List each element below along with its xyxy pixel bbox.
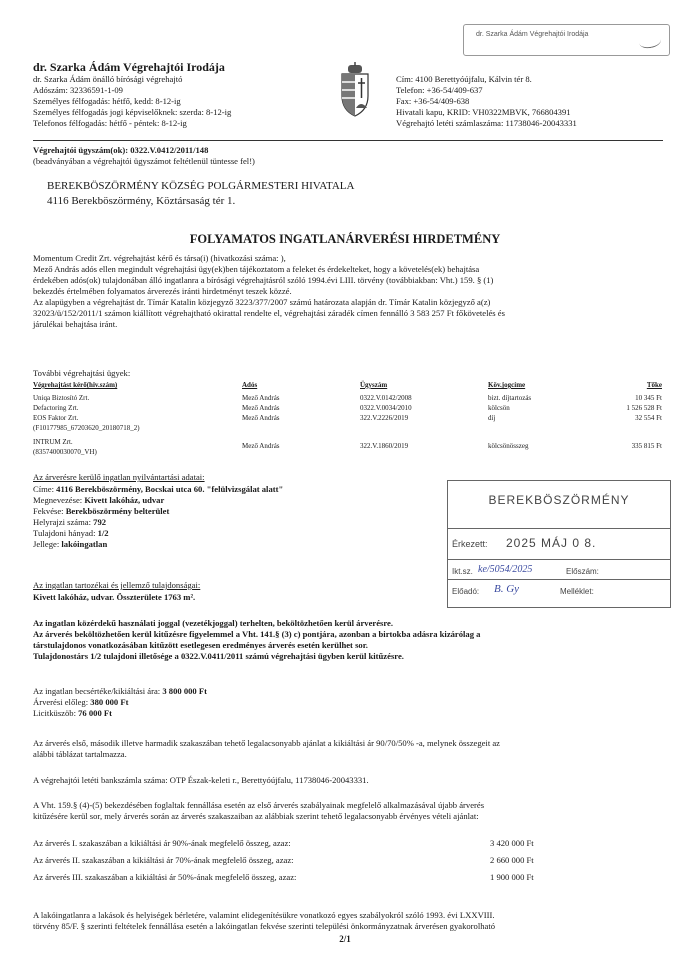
stamp-attach-label: Melléklet: <box>560 587 594 596</box>
top-office-stamp <box>463 24 670 56</box>
received-stamp <box>447 480 671 608</box>
stamp-prev-label: Előszám: <box>566 567 599 576</box>
office-title: dr. Szarka Ádám Végrehajtói Irodája <box>33 60 225 74</box>
stage-row <box>33 838 663 855</box>
vht-paragraph <box>33 800 484 822</box>
intro-line: Az alapügyben a végrehajtást dr. Tímár Katalin közjegyző 3223/377/2007 számú határozata alapján dr. Tímár Katalin közjegyző a(z) <box>33 297 491 307</box>
price-value: 76 000 Ft <box>78 708 113 718</box>
cell-debtor: Mező András <box>242 442 280 450</box>
cell-creditor: EOS Faktor Zrt. <box>33 414 79 422</box>
price-line <box>33 697 207 708</box>
min-offer-line: alábbi táblázat tartalmazza. <box>33 749 127 759</box>
cell-principal: 10 345 Ft <box>635 394 662 402</box>
stamp-received-label: Érkezett: <box>452 539 488 549</box>
stage-label: Az árverés III. szakaszában a kikiáltási ár 50%-ának megfelelő összeg, azaz: <box>33 872 297 882</box>
stage-label: Az árverés II. szakaszában a kikiáltási ár 70%-ának megfelelő összeg, azaz: <box>33 855 294 865</box>
property-line <box>33 495 283 506</box>
intro-line: járulékai behajtása iránt. <box>33 319 118 329</box>
cell-debtor: Mező András <box>242 394 280 402</box>
case-number: Végrehajtói ügyszám(ok): 0322.V.0412/2011/148 <box>33 145 209 155</box>
min-offer-paragraph <box>33 738 500 760</box>
cell-principal: 32 554 Ft <box>635 414 662 422</box>
case-note: (beadványában a végrehajtói ügyszámot feltétlenül tüntesse fel!) <box>33 156 255 166</box>
document-title: FOLYAMATOS INGATLANÁRVERÉSI HIRDETMÉNY <box>189 232 501 246</box>
vht-line: A Vht. 159.§ (4)-(5) bekezdésében foglaltak fennállása esetén az első árverés szabályainak megfelelő alkalmazásával újabb árverés <box>33 800 485 810</box>
condition-line: Tulajdonostárs 1/2 tulajdoni illetősége a 0322.V.0411/2011 számú végrehajtási ügyben kerül kitűzésre. <box>33 651 404 661</box>
price-label: Az ingatlan becsértéke/kikiáltási ára: <box>33 686 163 696</box>
condition-line: Az árverés beköltözhetően kerül kitűzésre figyelemmel a Vht. 141.§ (3) c) pontjára, azonban a birtokba adásra kizárólag a <box>33 629 481 639</box>
stamp-ikt-value: ke/5054/2025 <box>478 564 533 575</box>
header-right-line: Fax: +36-54/409-638 <box>396 96 470 106</box>
accessories-heading: Az ingatlan tartozékai és jellemző tulajdonságai: <box>33 580 201 590</box>
price-line <box>33 686 207 697</box>
conditions <box>33 618 480 662</box>
col-header-creditor: Végrehajtást kérő(hiv.szám) <box>33 381 118 389</box>
property-label: Fekvése: <box>33 506 66 516</box>
header-right-line: Hivatali kapu, KRID: VH0322MBVK, 766804391 <box>396 107 571 117</box>
intro-line: bekezdés értelmében folyamatos árverezés iránti hirdetményt teszek közzé. <box>33 286 292 296</box>
cell-principal: 335 815 Ft <box>631 442 662 450</box>
property-value: 4116 Berekböszörmény, Bocskai utca 60. "felülvizsgálat alatt" <box>56 484 284 494</box>
price-label: Licitküszöb: <box>33 708 79 718</box>
stamp-handler-label: Előadó: <box>452 587 480 596</box>
cell-debtor: Mező András <box>242 404 280 412</box>
coat-of-arms-emblem <box>337 62 373 118</box>
header-left-line: Személyes félfogadás jogi képviselőknek: szerda: 8-12-ig <box>33 107 232 117</box>
property-line <box>33 506 283 517</box>
property-value: 1/2 <box>97 528 109 538</box>
bank-account: A végrehajtói letéti bankszámla száma: OTP Észak-keleti r., Berettyóújfalu, 11738046-20043331. <box>33 775 369 785</box>
header-left-line: Telefonos félfogadás: hétfő - péntek: 8-12-ig <box>33 118 187 128</box>
header-right <box>396 74 577 129</box>
price-value: 3 800 000 Ft <box>162 686 207 696</box>
header-left-line: Adószám: 32336591-1-09 <box>33 85 123 95</box>
property-line <box>33 517 283 528</box>
footer-paragraph <box>33 910 495 932</box>
cell-creditor: Defactoring Zrt. <box>33 404 79 412</box>
cell-debtor: Mező András <box>242 414 280 422</box>
property-label: Megnevezése: <box>33 495 85 505</box>
prices <box>33 686 207 719</box>
header-right-line: Cím: 4100 Berettyóújfalu, Kálvin tér 8. <box>396 74 532 84</box>
stage-row <box>33 872 663 889</box>
header-right-line: Végrehajtó letéti számlaszáma: 11738046-20043331 <box>396 118 577 128</box>
cell-creditor: (8357400030070_VH) <box>33 448 97 456</box>
property-value: lakóingatlan <box>61 539 108 549</box>
property-details <box>33 484 283 550</box>
intro-line: Mező András adós ellen megindult végrehajtási ügy(ek)ben tájékoztatom a feleket és érdekelteket, hogy a követelés(ek) behajtása <box>33 264 480 274</box>
header-left <box>33 74 231 129</box>
col-header-case-number: Ügyszám <box>360 381 388 389</box>
cell-claim-type: kölcsönösszeg <box>488 442 529 450</box>
header-right-line: Telefon: +36-54/409-637 <box>396 85 483 95</box>
table-row <box>33 438 662 448</box>
col-header-principal: Tőke <box>646 381 662 389</box>
top-stamp-text: dr. Szarka Ádám Végrehajtói Irodája <box>476 31 589 38</box>
cell-claim-type: díj <box>488 414 496 422</box>
property-label: Helyrajzi száma: <box>33 517 94 527</box>
table-row <box>33 414 662 424</box>
price-value: 380 000 Ft <box>90 697 129 707</box>
accessories-text: Kivett lakóház, udvar. Összterülete 1763 m². <box>33 592 196 602</box>
min-offer-line: Az árverés első, második illetve harmadik szakaszában tehető legalacsonyabb ajánlat a kikiáltási ár 90/70/50% -a, melynek összegeit az <box>33 738 500 748</box>
intro-line: érdekében adós(ok) tulajdonában álló ingatlanra a bírósági végrehajtásról szóló 1994.évi LIII. törvény (továbbiakban: Vht.) 159. § (1) <box>33 275 494 285</box>
cell-principal: 1 526 528 Ft <box>626 404 662 412</box>
property-value: Kivett lakóház, udvar <box>84 495 165 505</box>
cell-case-number: 0322.V.0142/2008 <box>360 394 412 402</box>
stamp-divider <box>448 559 670 560</box>
cases-table-rows <box>33 394 662 458</box>
property-line <box>33 528 283 539</box>
stage-amount: 3 420 000 Ft <box>490 838 534 848</box>
cell-creditor: INTRUM Zrt. <box>33 438 73 446</box>
footer-line: törvény 85/F. § szerinti feltételek fennállása esetén a lakóingatlan fekvése szerinti települési önkormányzatnak árverésen gyakorolható <box>33 921 496 931</box>
price-label: Árverési előleg: <box>33 697 91 707</box>
stamp-handler-value: B. Gy <box>494 583 520 595</box>
header-left-line: Személyes félfogadás: hétfő, kedd: 8-12-ig <box>33 96 181 106</box>
col-header-debtor: Adós <box>242 381 258 389</box>
cell-claim-type: bizt. díjtartozás <box>488 394 532 402</box>
property-value: 792 <box>93 517 107 527</box>
table-row <box>33 424 662 438</box>
intro-paragraph <box>33 253 505 330</box>
footer-line: A lakóingatlanra a lakások és helyiségek bérletére, valamint elidegenítésükre vonatkozó egyes szabályokról szóló 1993. évi LXXVIII. <box>33 910 495 920</box>
cell-claim-type: kölcsön <box>488 404 510 412</box>
property-line <box>33 539 283 550</box>
page-number: 2/1 <box>339 934 351 944</box>
condition-line: társtulajdonos vonatkozásában kitűzött esetlegesen eredményes árverés esetén kerülhet sor. <box>33 640 368 650</box>
cell-creditor: Uniqa Biztosító Zrt. <box>33 394 90 402</box>
other-cases-label: További végrehajtási ügyek: <box>33 368 131 378</box>
stamp-received-date: 2025 MÁJ 0 8. <box>506 536 597 550</box>
property-label: Tulajdoni hányad: <box>33 528 98 538</box>
cell-case-number: 0322.V.0034/2010 <box>360 404 412 412</box>
stamp-divider <box>448 579 670 580</box>
stage-row <box>33 855 663 872</box>
intro-line: 32023/ü/152/2011/1 számon kiállított végrehajtható okirattal rendelte el, végrehajtási záradék címen fennálló 3 583 257 Ft főkövetelés és <box>33 308 505 318</box>
cell-creditor: (F10177985_67203620_20180718_2) <box>33 424 140 432</box>
property-value: Berekböszörmény belterület <box>65 506 170 516</box>
stamp-ikt-label: Ikt.sz. <box>452 567 473 576</box>
cell-case-number: 322.V.1860/2019 <box>360 442 409 450</box>
auction-stages <box>33 838 663 889</box>
recipient-name: BEREKBÖSZÖRMÉNY KÖZSÉG POLGÁRMESTERI HIVATALA <box>47 180 355 192</box>
table-row <box>33 394 662 404</box>
header-left-line: dr. Szarka Ádám önálló bírósági végrehajtó <box>33 74 183 84</box>
intro-line: Momentum Credit Zrt. végrehajtást kérő és társa(i) (hivatkozási száma: ), <box>33 253 286 263</box>
col-header-claim-type: Köv.jogcíme <box>488 381 526 389</box>
stamp-place: BEREKBÖSZÖRMÉNY <box>488 493 630 507</box>
price-line <box>33 708 207 719</box>
cell-case-number: 322.V.2226/2019 <box>360 414 409 422</box>
property-heading: Az árverésre kerülő ingatlan nyilvántartási adatai: <box>33 472 205 482</box>
stage-amount: 2 660 000 Ft <box>490 855 534 865</box>
table-row <box>33 448 662 458</box>
table-row <box>33 404 662 414</box>
stage-amount: 1 900 000 Ft <box>490 872 534 882</box>
stage-label: Az árverés I. szakaszában a kikiáltási ár 90%-ának megfelelő összeg, azaz: <box>33 838 291 848</box>
property-label: Jellege: <box>33 539 62 549</box>
property-line <box>33 484 283 495</box>
condition-line: Az ingatlan közérdekű használati joggal (vezetékjoggal) terhelten, beköltözhetően kerül árverésre. <box>33 618 393 628</box>
vht-line: kitűzésére kerül sor, mely árverés során az árverés szakaszaiban az alábbiak szerint tehető legalacsonyabb érvényes vételi ajánlat: <box>33 811 479 821</box>
stamp-divider <box>448 528 670 529</box>
header-divider <box>33 140 663 141</box>
property-label: Címe: <box>33 484 57 494</box>
recipient-address: 4116 Berekböszörmény, Köztársaság tér 1. <box>47 195 236 207</box>
